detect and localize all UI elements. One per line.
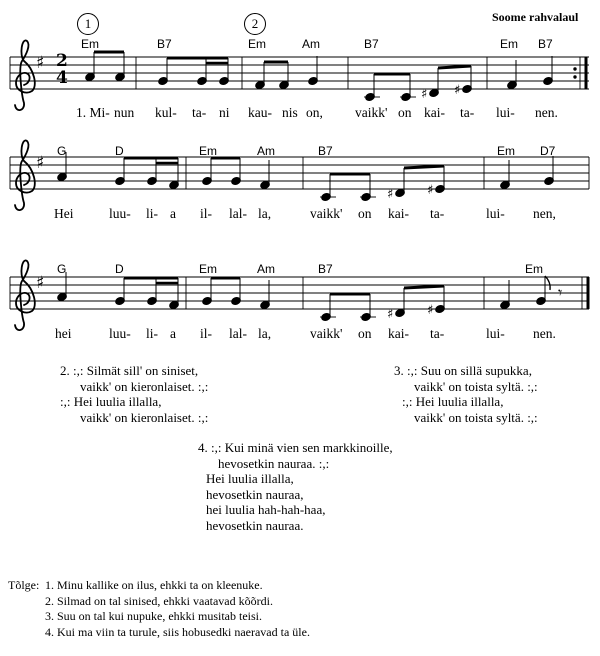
notes-2 — [57, 152, 555, 202]
verse-2 — [60, 363, 208, 425]
verse-line: vaikk' on toista syltä. :,: — [414, 378, 538, 394]
translation-line: 3. Suu on tal kui nupuke, ehkki musitab teisi. — [45, 609, 262, 623]
chord: Am — [302, 37, 320, 51]
lyric: kau- — [248, 105, 272, 120]
lyric: a — [170, 206, 176, 221]
lyric: la, — [258, 206, 272, 221]
chord: Em — [497, 144, 515, 158]
lyric: ta- — [430, 206, 445, 221]
chord: Em — [199, 144, 217, 158]
time-signature-bottom: 4 — [56, 68, 68, 88]
verse-3 — [394, 363, 538, 425]
lyric: il- — [200, 326, 212, 341]
lyric: lal- — [229, 326, 247, 341]
key-signature-sharp: ♯ — [36, 273, 45, 293]
lyric: vaikk' — [310, 206, 343, 221]
notes-1 — [85, 52, 554, 102]
verse-line: vaikk' on toista syltä. :,: — [414, 409, 538, 425]
chord: B7 — [157, 37, 172, 51]
sharp-accidental: ♯ — [427, 183, 434, 198]
chord: Am — [257, 262, 275, 276]
verse-line: :,: Hei luulia illalla, — [402, 394, 504, 410]
chord: G — [57, 144, 67, 158]
lyric: kai- — [388, 326, 409, 341]
rehearsal-mark-1: 1 — [77, 13, 99, 35]
lyric: kul- — [155, 105, 177, 120]
treble-clef — [15, 260, 35, 330]
chord: D7 — [540, 144, 556, 158]
key-signature-sharp: ♯ — [36, 53, 45, 73]
lyric: 1. Mi- — [76, 105, 110, 120]
translation-line: 2. Silmad on tal sinised, ehkki vaatavad kõõrdi. — [45, 593, 273, 608]
chord: B7 — [318, 262, 333, 276]
chord: B7 — [318, 144, 333, 158]
lyric: Hei — [54, 206, 74, 221]
lyric: ni — [219, 105, 230, 120]
lyric: vaikk' — [310, 326, 343, 341]
verse-line: hevosetkin nauraa. :,: — [218, 455, 330, 471]
lyric: on — [358, 326, 372, 341]
chord: Em — [248, 37, 266, 51]
verse-line: hevosetkin nauraa. — [206, 517, 304, 533]
treble-clef — [15, 40, 35, 110]
verse-4 — [198, 440, 393, 534]
lyric: ta- — [192, 105, 207, 120]
lyric: ta- — [460, 105, 475, 120]
lyric: vaikk' — [355, 105, 388, 120]
sharp-accidental: ♯ — [427, 303, 434, 318]
chord: Am — [257, 144, 275, 158]
lyric: nen. — [533, 326, 556, 341]
key-signature-sharp: ♯ — [36, 153, 45, 173]
chord: B7 — [364, 37, 379, 51]
rehearsal-mark-2: 2 — [244, 13, 266, 35]
sharp-accidental: ♯ — [421, 87, 428, 102]
lyric: on, — [306, 105, 323, 120]
verse-line: 3. :,: Suu on sillä supukka, — [394, 363, 532, 378]
lyric: nen. — [535, 105, 558, 120]
staff-1 — [10, 57, 589, 89]
lyric: li- — [146, 206, 158, 221]
verse-line: vaikk' on kieronlaiset. :,: — [80, 378, 209, 394]
lyric: a — [170, 326, 176, 341]
lyric: ta- — [430, 326, 445, 341]
time-signature-top: 2 — [56, 51, 68, 71]
repeat-dot — [573, 75, 576, 78]
chord: D — [115, 262, 124, 276]
chord: D — [115, 144, 124, 158]
lyric: kai- — [424, 105, 445, 120]
chord: G — [57, 262, 67, 276]
verse-line: hei luulia hah-hah-haa, — [206, 502, 326, 518]
verse-line: Hei luulia illalla, — [206, 471, 294, 487]
lyric: lui- — [486, 206, 505, 221]
lyric: lal- — [229, 206, 247, 221]
chord: B7 — [538, 37, 553, 51]
chord: Em — [81, 37, 99, 51]
lyric: nis — [282, 105, 298, 120]
song-source: Soome rahvalaul — [492, 10, 579, 24]
repeat-dot — [573, 67, 576, 70]
lyric: hei — [55, 326, 72, 341]
verse-line: 4. :,: Kui minä vien sen markkinoille, — [198, 440, 393, 455]
lyric: on — [358, 206, 372, 221]
treble-clef — [15, 140, 35, 210]
sharp-accidental: ♯ — [387, 187, 394, 202]
chord: Em — [525, 262, 543, 276]
lyric: lui- — [486, 326, 505, 341]
lyric: li- — [146, 326, 158, 341]
verse-line: :,: Hei luulia illalla, — [60, 394, 162, 410]
translation-lines — [45, 578, 310, 640]
verse-line: vaikk' on kieronlaiset. :,: — [80, 409, 209, 425]
lyric: luu- — [109, 326, 131, 341]
lyric: nun — [114, 105, 135, 120]
translation-line: 1. Minu kallike on ilus, ehkki ta on kleenuke. — [45, 578, 263, 592]
lyric: on — [398, 105, 412, 120]
chord: Em — [199, 262, 217, 276]
translation-line: 4. Kui ma viin ta turule, siis hobusedki naeravad ta üle. — [45, 624, 310, 639]
eighth-rest: 𝄾 — [558, 283, 563, 302]
lyric: la, — [258, 326, 272, 341]
verse-line: 2. :,: Silmät sill' on siniset, — [60, 363, 199, 378]
verse-line: hevosetkin nauraa, — [206, 486, 304, 502]
lyric: il- — [200, 206, 212, 221]
lyric: nen, — [533, 206, 556, 221]
sharp-accidental: ♯ — [454, 83, 461, 98]
sharp-accidental: ♯ — [387, 307, 394, 322]
chord: Em — [500, 37, 518, 51]
lyric: lui- — [496, 105, 515, 120]
translation-label: Tõlge: — [8, 578, 40, 592]
lyric: luu- — [109, 206, 131, 221]
lyric: kai- — [388, 206, 409, 221]
